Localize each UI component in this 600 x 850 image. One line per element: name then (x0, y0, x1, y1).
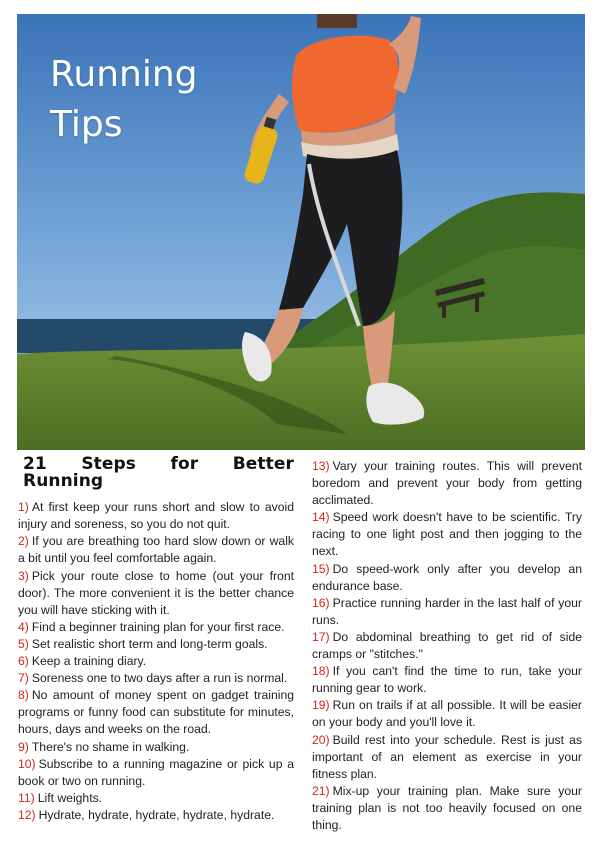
hero-title (50, 50, 250, 150)
step-number: 21) (312, 783, 330, 798)
step-text: Practice running harder in the last half of your runs. (312, 595, 582, 627)
step-number: 19) (312, 698, 330, 713)
step-item (18, 739, 294, 756)
step-text: Vary your training routes. This will prevent boredom and prevent your body from getting acclimated. (312, 459, 582, 508)
step-number: 13) (312, 459, 330, 473)
step-text: Speed work doesn't have to be scientific. Try racing to one light post and then jogging to the next. (312, 510, 582, 559)
step-item (312, 663, 582, 697)
step-item (312, 458, 582, 509)
step-number: 9) (18, 739, 29, 754)
step-number: 5) (18, 636, 29, 651)
hero-title-line-1: Running (50, 54, 198, 95)
step-text: Subscribe to a running magazine or pick up a book or two on running. (18, 756, 294, 788)
step-number: 10) (18, 756, 36, 771)
step-text: If you are breathing too hard slow down or walk a bit until you feel comfortable again. (18, 534, 294, 566)
step-text: Soreness one to two days after a run is normal. (31, 671, 288, 686)
step-item (312, 561, 582, 595)
hero-photo (17, 14, 585, 450)
step-number: 2) (18, 534, 29, 549)
step-item (312, 509, 582, 560)
step-number: 6) (18, 654, 29, 669)
step-number: 15) (312, 561, 330, 576)
step-text: Keep a training diary. (31, 654, 147, 669)
step-number: 8) (18, 688, 29, 703)
step-item (18, 670, 294, 687)
step-item (18, 533, 294, 567)
step-item (312, 595, 582, 629)
step-text: Hydrate, hydrate, hydrate, hydrate, hydrate. (38, 807, 275, 822)
steps-column-right (312, 458, 582, 834)
step-number: 4) (18, 619, 29, 634)
step-number: 12) (18, 807, 36, 822)
step-number: 20) (312, 732, 330, 747)
step-text: Mix-up your training plan. Make sure your training plan is not too heavily focused on one thing. (312, 783, 582, 832)
step-item (312, 629, 582, 663)
step-number: 11) (18, 790, 35, 805)
step-item (18, 619, 294, 636)
step-item (18, 790, 294, 807)
step-item (18, 653, 294, 670)
article-heading: 21 Steps for Better Running (23, 454, 294, 492)
step-item (18, 568, 294, 619)
step-text: At first keep your runs short and slow to avoid injury and soreness, so you do not quit. (18, 500, 294, 532)
step-text: Run on trails if at all possible. It will be easier on your body and you'll love it. (312, 698, 582, 730)
step-item (312, 783, 582, 834)
step-number: 16) (312, 595, 330, 610)
step-item (18, 807, 294, 824)
step-text: There's no shame in walking. (31, 739, 190, 754)
hero-title-line-2: Tips (50, 104, 123, 145)
step-text: Do abdominal breathing to get rid of side cramps or "stitches." (312, 629, 582, 662)
step-text: Set realistic short term and long-term goals. (31, 636, 268, 651)
step-item (18, 636, 294, 653)
step-text: Do speed-work only after you develop an endurance base. (312, 561, 582, 593)
step-number: 14) (312, 510, 330, 525)
step-item (312, 732, 582, 783)
step-text: If you can't find the time to run, take your running gear to work. (312, 664, 582, 696)
step-number: 1) (18, 500, 29, 515)
steps-column-left (18, 456, 294, 824)
step-text: Build rest into your schedule. Rest is just as important of an element as exercise in your fitness plan. (312, 732, 582, 781)
step-text: Pick your route close to home (out your front door). The more convenient it is the better chance you will have sticking with it. (18, 568, 294, 617)
step-text: Find a beginner training plan for your first race. (31, 619, 285, 634)
step-number: 17) (312, 629, 330, 644)
step-text: No amount of money spent on gadget training programs or funny food can substitute for minutes, hours, days and weeks on the road. (18, 688, 294, 737)
step-item (18, 499, 294, 533)
step-text: Lift weights. (37, 790, 103, 805)
step-item (18, 687, 294, 738)
step-item (18, 756, 294, 790)
step-item (312, 697, 582, 731)
step-number: 7) (18, 671, 29, 686)
step-number: 3) (18, 568, 29, 583)
step-number: 18) (312, 664, 330, 679)
